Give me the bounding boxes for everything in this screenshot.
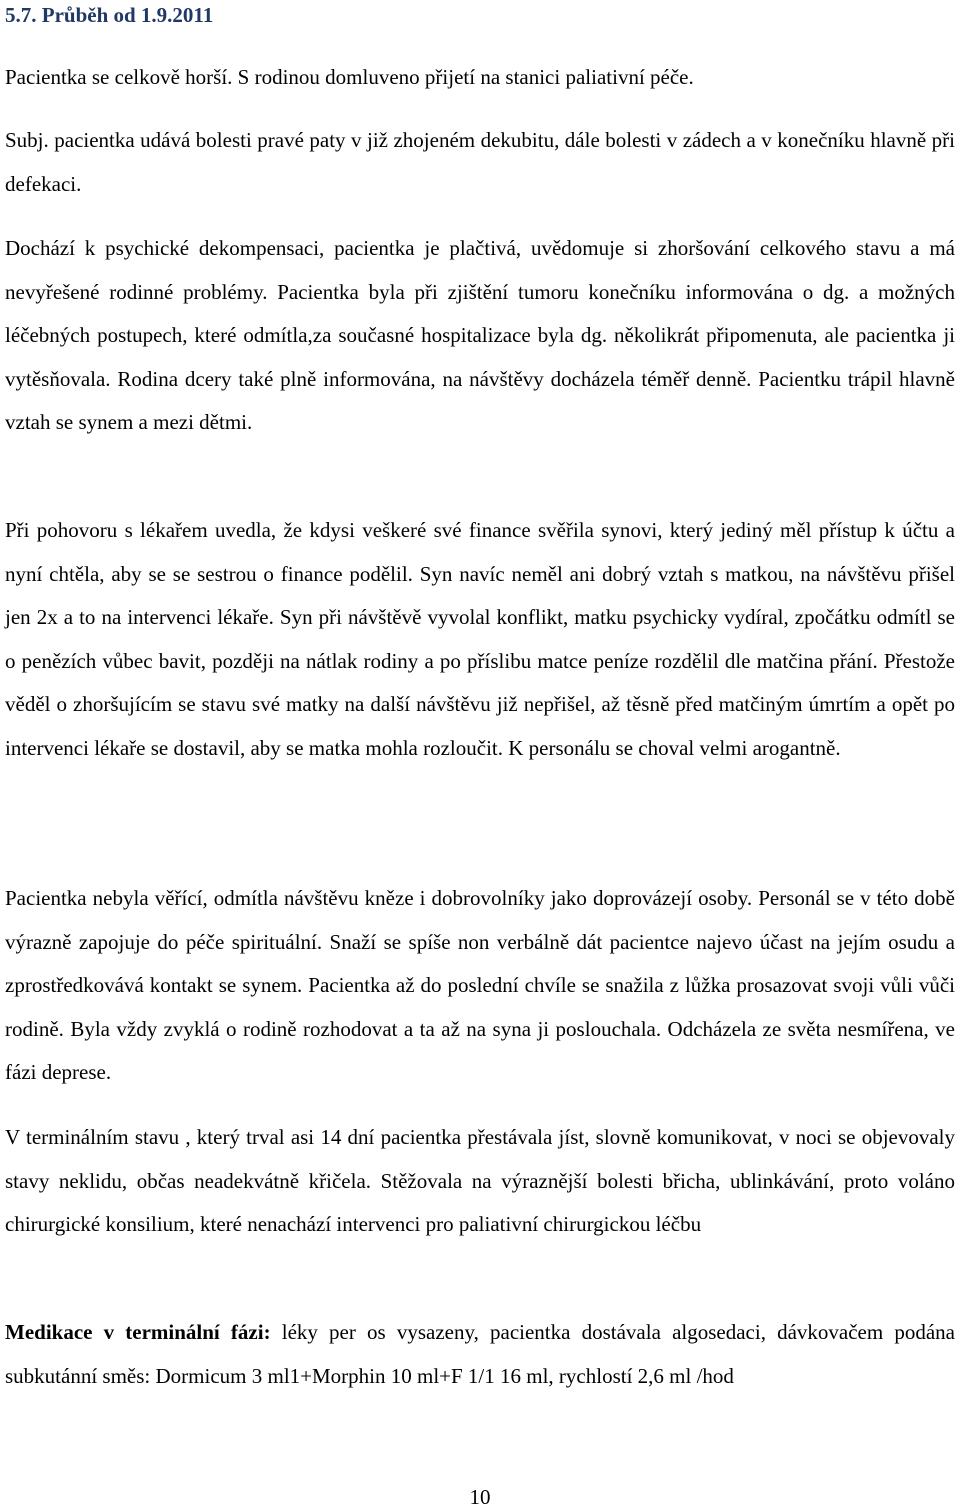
paragraph-3: Dochází k psychické dekompensaci, pacientka je plačtivá, uvědomuje si zhoršování celkového stavu a má nevyřešené rodinné problémy. Pacientka byla při zjištění tumoru konečníku informována o dg. a možných léčebných postupech, které odmítla,za současné hospitalizace byla dg. několikrát připomenuta, ale pacientka ji vytěsňovala. Rodina dcery také plně informována, na návštěvy docházela téměř denně. Pacientku trápil hlavně vztah se synem a mezi dětmi.: [5, 236, 955, 434]
paragraph-5: Pacientka nebyla věřící, odmítla návštěvu kněze i dobrovolníky jako doprovázejí osoby. Personál se v této době výrazně zapojuje do péče spirituální. Snaží se spíše non verbálně dát pacientce najevo účast na jejím osudu a zprostředkovává kontakt se synem. Pacientka až do poslední chvíle se snažila z lůžka prosazovat svoji vůli vůči rodině. Byla vždy zvyklá o rodině rozhodovat a ta až na syna ji poslouchala. Odcházela ze světa nesmířena, ve fázi deprese.: [5, 886, 955, 1084]
section-heading: 5.7. Průběh od 1.9.2011: [5, 3, 214, 27]
paragraph-6: V terminálním stavu , který trval asi 14 dní pacientka přestávala jíst, slovně komunikovat, v noci se objevovaly stavy neklidu, občas neadekvátně křičela. Stěžovala na výraznější bolesti břicha, ublinkávání, proto voláno chirurgické konsilium, které nenachází intervenci pro paliativní chirurgickou léčbu: [5, 1125, 955, 1236]
page-number: 10: [469, 1485, 491, 1509]
medication-text: léky per os vysazeny, pacientka dostávala algosedaci, dávkovačem podána subkutánní směs: Dormicum 3 ml1+Morphin 10 ml+F 1/1 16 ml, rychlostí 2,6 ml /hod: [5, 1320, 956, 1388]
paragraph-1: Pacientka se celkově horší. S rodinou domluveno přijetí na stanici paliativní péče.: [5, 65, 694, 89]
medication-label: Medikace v terminální fázi:: [5, 1320, 271, 1344]
paragraph-7: [5, 1311, 955, 1398]
paragraph-2: Subj. pacientka udává bolesti pravé paty v již zhojeném dekubitu, dále bolesti v zádech a v konečníku hlavně při defekaci.: [5, 128, 955, 196]
paragraph-4: Při pohovoru s lékařem uvedla, že kdysi veškeré své finance svěřila synovi, který jediný měl přístup k účtu a nyní chtěla, aby se se sestrou o finance podělil. Syn navíc neměl ani dobrý vztah s matkou, na návštěvu přišel jen 2x a to na intervenci lékaře. Syn při návštěvě vyvolal konflikt, matku psychicky vydíral, zpočátku odmítl se o penězích vůbec bavit, později na nátlak rodiny a po příslibu matce peníze rozdělil dle matčina přání. Přestože věděl o zhoršujícím se stavu své matky na další návštěvu již nepřišel, až těsně před matčiným úmrtím a opět po intervenci lékaře se dostavil, aby se matka mohla rozloučit. K personálu se choval velmi arogantně.: [5, 518, 955, 760]
